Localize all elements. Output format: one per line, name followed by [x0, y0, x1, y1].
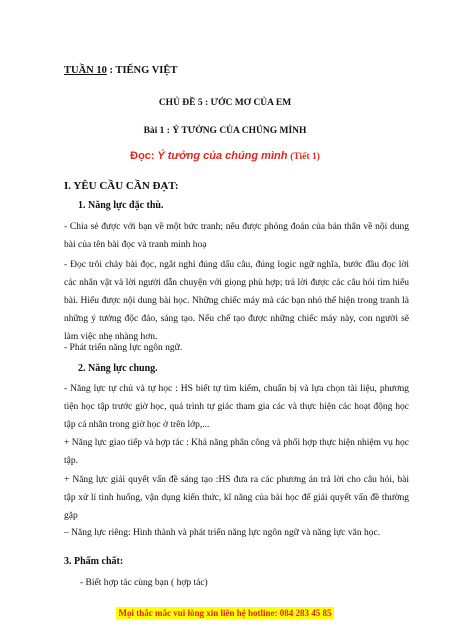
theme-title: CHỦ ĐỀ 5 : ƯỚC MƠ CỦA EM — [158, 98, 292, 108]
week-label: TUẦN 10 — [64, 65, 107, 76]
lesson-title: Bài 1 : Ý TƯỞNG CỦA CHÚNG MÌNH — [143, 126, 307, 136]
general-paragraph-1: - Năng lực tự chủ và tự học : HS biết tự tìm kiếm, chuẩn bị và lựa chọn tài liệu, phương tiện học tập trước giờ học, quá trình tự giác tham gia các và thực hiện các hoạt động học tập cá nhân trong giờ học ở trên lớp,... — [64, 384, 409, 430]
footer-hotline — [0, 603, 450, 621]
general-paragraph-2: + Năng lực giao tiếp và hợp tác : Khả năng phân công và phối hợp thực hiện nhiệm vụ học tập. — [64, 438, 409, 466]
quality-paragraph-1: - Biết hợp tác cùng bạn ( hợp tác) — [80, 578, 208, 588]
reading-period: (Tiết 1) — [290, 152, 320, 162]
general-paragraph-4: – Năng lực riêng: Hình thành và phát triển năng lực ngôn ngữ và năng lực văn học. — [64, 528, 381, 538]
reading-title — [0, 150, 450, 162]
general-competence-heading: 2. Năng lực chung. — [78, 363, 158, 374]
specific-competence-heading: 1. Năng lực đặc thù. — [78, 200, 164, 211]
section-heading: I. YÊU CẦU CẦN ĐẠT: — [64, 180, 179, 192]
reading-name: Ý tưởng của chúng mình — [157, 150, 288, 162]
reading-prefix: Đọc: — [130, 150, 155, 162]
specific-paragraph-1: - Chia sẻ được với bạn về một bức tranh; nêu được phỏng đoán của bản thân về nội dung bài của tên bài đọc và tranh minh hoạ — [64, 222, 409, 250]
specific-paragraph-2: - Đọc trôi chảy bài đọc, ngắt nghỉ đúng dấu câu, đúng logic ngữ nghĩa, bước đầu đọc lời các nhân vật và lời người dẫn chuyện với giọng phù hợp; trả lời được các câu hỏi tìm hiểu bài. Hiểu được nội dung bài học. Những chiếc máy mà các bạn nhỏ thể hiện trong tranh là những ý tưởng độc đáo, sáng tạo. Nếu chế tạo được những chiếc máy này, con người sẽ làm việc nhẹ nhàng hơn. — [64, 260, 409, 342]
week-subject: : TIẾNG VIỆT — [106, 65, 178, 76]
hotline-text: Mọi thắc mắc vui lòng xin liên hệ hotline: 084 283 45 85 — [118, 608, 332, 618]
week-heading — [64, 65, 177, 76]
specific-paragraph-3: - Phát triển năng lực ngôn ngữ. — [64, 343, 183, 353]
general-paragraph-3: + Năng lực giải quyết vấn đề sáng tạo :HS đưa ra các phương án trả lời cho câu hỏi, bài tập xử lí tình huống, vận dụng kiến thức, kĩ năng của bài học để giải quyết vấn đề thường gặp — [64, 475, 409, 521]
quality-heading: 3. Phẩm chất: — [64, 556, 124, 567]
